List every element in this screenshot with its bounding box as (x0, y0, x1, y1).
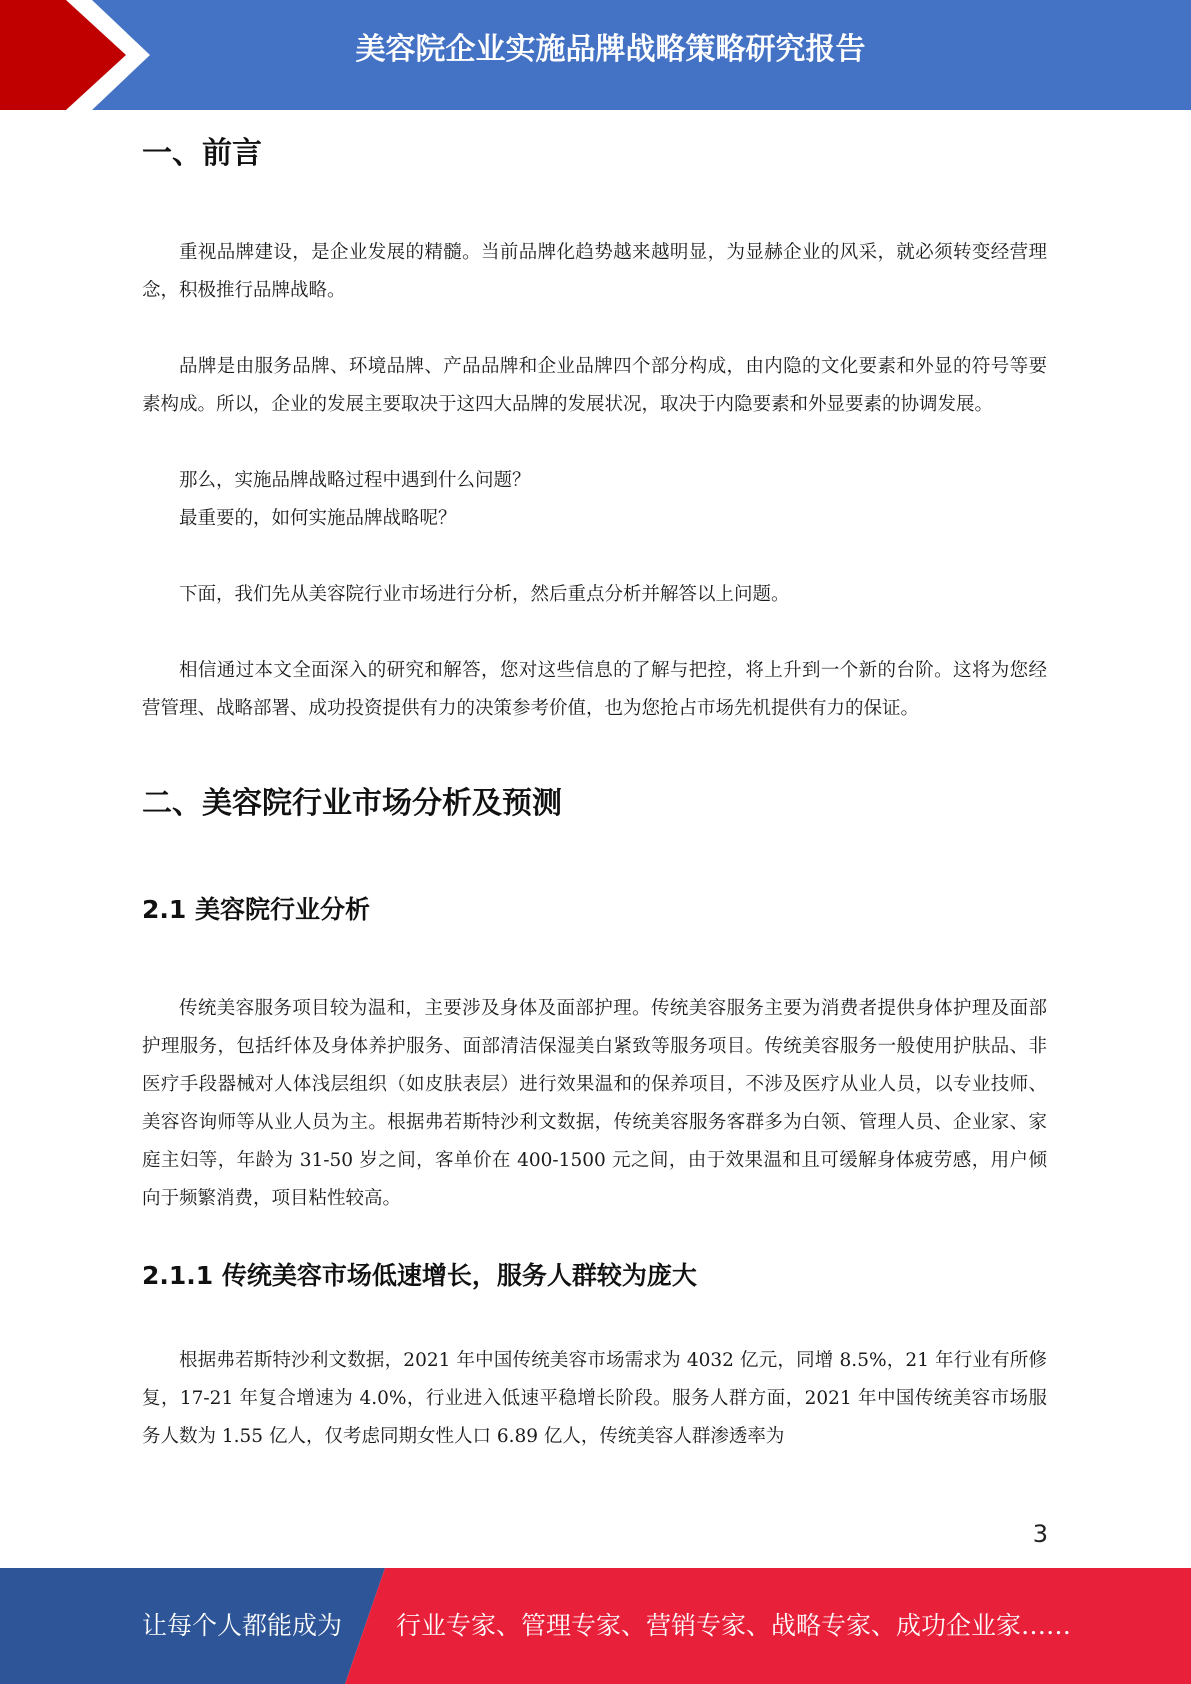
paragraph: 最重要的，如何实施品牌战略呢？ (179, 508, 457, 529)
paragraph: 传统美容服务项目较为温和，主要涉及身体及面部护理。传统美容服务主要为消费者提供身体护理及面部护理服务，包括纤体及身体养护服务、面部清洁保湿美白紧致等服务项目。传统美容服务一般使用护肤品、非医疗手段器械对人体浅层组织（如皮肤表层）进行效果温和的保养项目，不涉及医疗从业人员，以专业技师、美容咨询师等从业人员为主。根据弗若斯特沙利文数据，传统美容服务客群多为白领、管理人员、企业家、家庭主妇等，年龄为 31-50 岁之间，客单价在 400-1500 元之间，由于效果温和且可缓解身体疲劳感，用户倾向于频繁消费，项目粘性较高。 (142, 998, 1047, 1209)
document-title: 美容院企业实施品牌战略策略研究报告 (355, 32, 866, 67)
section-heading-market-analysis: 二、美容院行业市场分析及预测 (142, 786, 562, 821)
page-header (0, 0, 1191, 110)
paragraph: 根据弗若斯特沙利文数据，2021 年中国传统美容市场需求为 4032 亿元，同增 8.5%，21 年行业有所修复，17-21 年复合增速为 4.0%，行业进入低速平稳增长阶段。服务人群方面，2021 年中国传统美容市场服务人数为 1.55 亿人，仅考虑同期女性人口 6.89 亿人，传统美容人群渗透率为 (142, 1350, 1047, 1447)
paragraph: 下面，我们先从美容院行业市场进行分析，然后重点分析并解答以上问题。 (179, 584, 790, 605)
page-number: 3 (1032, 1520, 1048, 1548)
paragraph: 品牌是由服务品牌、环境品牌、产品品牌和企业品牌四个部分构成，由内隐的文化要素和外显的符号等要素构成。所以，企业的发展主要取决于这四大品牌的发展状况，取决于内隐要素和外显要素的协调发展。 (142, 356, 1047, 415)
footer-slogan-right: 行业专家、管理专家、营销专家、战略专家、成功企业家…… (396, 1611, 1072, 1640)
paragraph: 那么，实施品牌战略过程中遇到什么问题？ (179, 470, 531, 491)
section-heading-preface: 一、前言 (142, 136, 262, 171)
paragraph: 相信通过本文全面深入的研究和解答，您对这些信息的了解与把控，将上升到一个新的台阶。这将为您经营管理、战略部署、成功投资提供有力的决策参考价值，也为您抢占市场先机提供有力的保证。 (142, 660, 1047, 719)
page-content (142, 128, 1047, 1456)
subsection-heading: 2.1.1 传统美容市场低速增长，服务人群较为庞大 (142, 1261, 697, 1290)
subsection-heading: 2.1 美容院行业分析 (142, 895, 370, 924)
footer-slogan-left: 让每个人都能成为 (142, 1611, 343, 1640)
page-footer (0, 1568, 1191, 1684)
paragraph: 重视品牌建设，是企业发展的精髓。当前品牌化趋势越来越明显，为显赫企业的风采，就必须转变经营理念，积极推行品牌战略。 (142, 242, 1047, 301)
